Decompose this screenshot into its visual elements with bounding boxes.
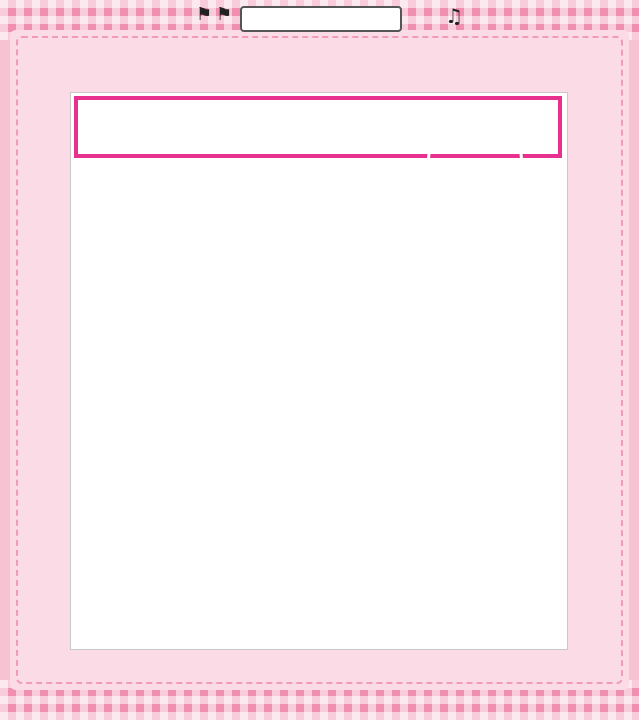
flag-icon: ⚑ <box>216 4 233 25</box>
music-note-icon: ♫ <box>445 4 463 28</box>
textbook-size-bubble <box>130 163 226 243</box>
small1-size-bubble <box>108 355 202 435</box>
flag-icon: ⚑ <box>196 4 213 25</box>
stationery-size-bubble <box>410 223 504 303</box>
small2-size-bubble <box>276 465 364 545</box>
about-seal-menu-tab[interactable] <box>240 6 402 32</box>
pencil-size-bubble <box>430 120 520 200</box>
